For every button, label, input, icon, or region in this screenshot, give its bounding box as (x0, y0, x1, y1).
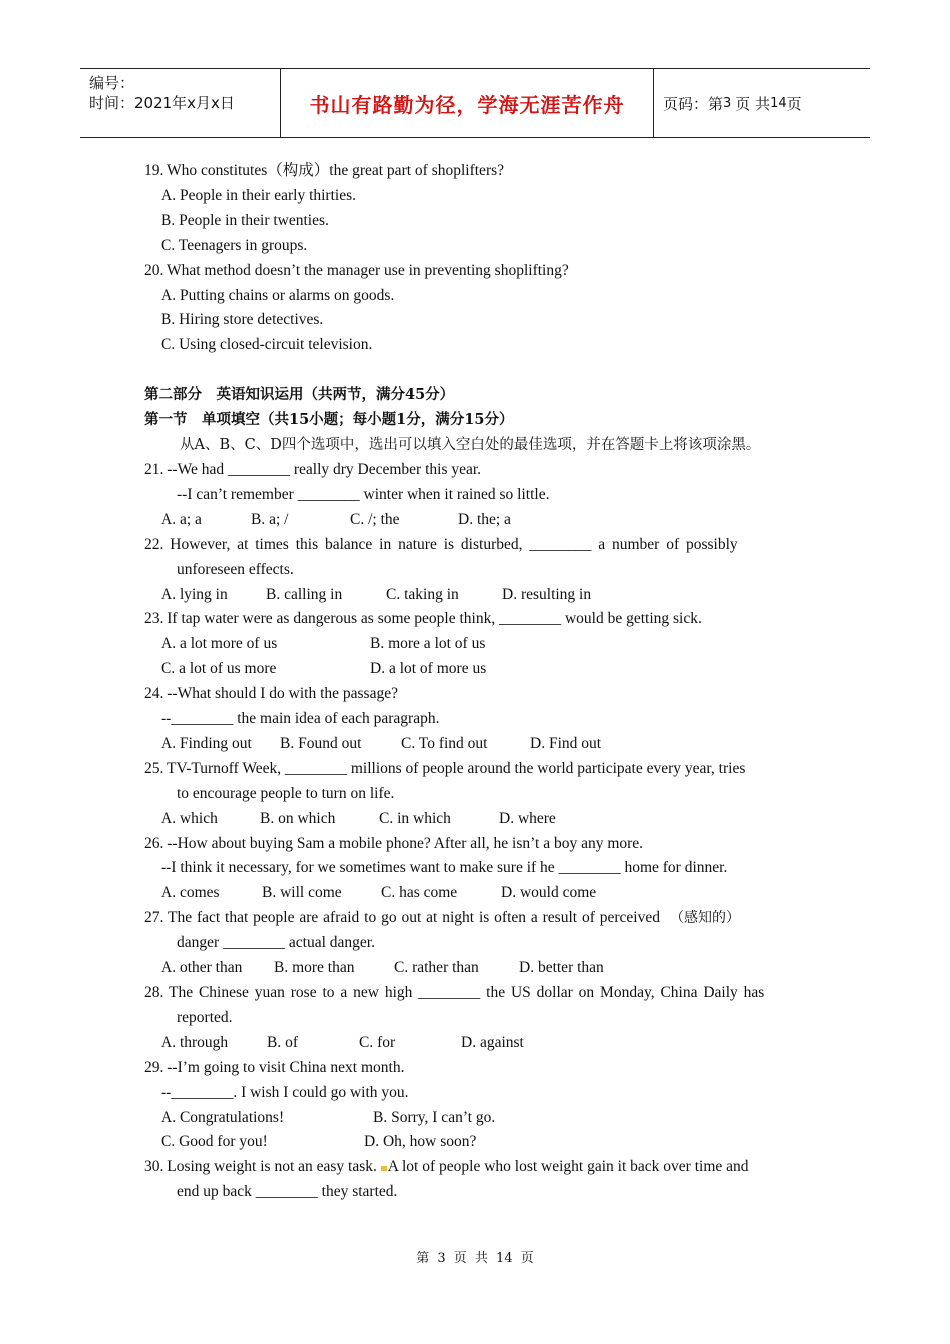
q28-option-d: D. against (461, 1033, 524, 1051)
edit-marker-icon (381, 1166, 387, 1171)
q23-options-row2 (144, 657, 806, 682)
q19-option-b: B. People in their twenties. (161, 211, 329, 229)
q26-option-a: A. comes (161, 884, 220, 902)
q26-options (144, 881, 806, 906)
q26-option-d: D. would come (501, 884, 597, 902)
q21-option-c: C. /; the (350, 510, 400, 528)
q24-option-a: A. Finding out (161, 734, 252, 752)
q19-option-c: C. Teenagers in groups. (161, 236, 308, 254)
q23-option-d: D. a lot of more us (370, 660, 487, 678)
q27-stem-2: danger ________ actual danger. (177, 934, 375, 952)
header-info (80, 69, 281, 137)
q24-options (144, 732, 806, 757)
q27-stem (144, 906, 806, 931)
q24-stem-2: --________ the main idea of each paragraph. (161, 710, 440, 728)
q25-stem: 25. TV-Turnoff Week, ________ millions of people around the world participate every year, tries (144, 759, 746, 777)
q26-stem: 26. --How about buying Sam a mobile phone? After all, he isn’t a boy any more. (144, 834, 644, 852)
q22-option-c: C. taking in (386, 585, 459, 603)
q23-option-c: C. a lot of us more (161, 660, 277, 678)
q27-stem-cn: （感知的） (669, 910, 740, 927)
q28-stem-2: reported. (177, 1008, 233, 1026)
q22-option-b: B. calling in (266, 585, 343, 603)
q23-options-row1 (144, 632, 806, 657)
q30-stem-a: 30. Losing weight is not an easy task. (144, 1158, 377, 1176)
q27-options (144, 956, 806, 981)
q28-option-a: A. through (161, 1033, 229, 1051)
q24-option-d: D. Find out (530, 734, 602, 752)
q26-stem-2: --I think it necessary, for we sometimes want to make sure if he ________ home for dinner. (161, 859, 728, 877)
q22-options (144, 583, 806, 608)
q20-option-c: C. Using closed-circuit television. (161, 336, 373, 354)
q28-stem: 28. The Chinese yuan rose to a new high ________ the US dollar on Monday, China Daily has (144, 984, 765, 1001)
page-header (80, 68, 870, 138)
q25-option-b: B. on which (260, 809, 336, 827)
q25-stem-2: to encourage people to turn on life. (177, 784, 395, 802)
q21-stem-2: --I can’t remember ________ winter when it rained so little. (177, 485, 550, 503)
q29-option-b: B. Sorry, I can’t go. (373, 1108, 496, 1126)
instruction-text: 从A、B、C、D四个选项中，选出可以填入空白处的最佳选项，并在答题卡上将该项涂黑。 (180, 437, 761, 454)
header-page (654, 69, 870, 137)
q29-option-a: A. Congratulations! (161, 1108, 285, 1126)
q30-stem-b: A lot of people who lost weight gain it back over time and (387, 1158, 749, 1176)
page-footer: 第 3 页 共 14 页 (416, 1251, 534, 1266)
q26-option-c: C. has come (381, 884, 458, 902)
q29-stem: 29. --I’m going to visit China next month. (144, 1058, 405, 1076)
q20-option-b: B. Hiring store detectives. (161, 311, 324, 329)
q27-option-c: C. rather than (394, 959, 479, 977)
q20-stem: 20. What method doesn’t the manager use in preventing shoplifting? (144, 261, 569, 279)
section-2-heading: 第二部分 英语知识运用（共两节，满分45分） (144, 386, 455, 404)
q28-option-c: C. for (359, 1033, 396, 1051)
header-motto: 书山有路勤为径，学海无涯苦作舟 (281, 69, 654, 137)
q24-option-c: C. To find out (401, 734, 488, 752)
q27-option-a: A. other than (161, 959, 243, 977)
page-total: 14 (770, 95, 787, 111)
q21-option-a: A. a; a (161, 510, 202, 528)
q23-option-b: B. more a lot of us (370, 635, 486, 653)
number-label: 编号： (89, 74, 135, 92)
q25-option-c: C. in which (379, 809, 451, 827)
q29-stem-2: --________. I wish I could go with you. (161, 1083, 409, 1101)
q25-options (144, 807, 806, 832)
document-body (144, 159, 806, 1205)
q28-option-b: B. of (267, 1033, 298, 1051)
q29-option-d: D. Oh, how soon? (364, 1133, 477, 1151)
q28-options (144, 1031, 806, 1056)
q21-options (144, 508, 806, 533)
q25-option-d: D. where (499, 809, 556, 827)
q20-option-a: A. Putting chains or alarms on goods. (161, 286, 395, 304)
q30-stem (144, 1155, 806, 1180)
q19-stem: 19. Who constitutes（构成）the great part of shoplifters? (144, 162, 505, 179)
page-label-prefix: 页码：第 (663, 94, 724, 113)
q26-option-b: B. will come (262, 884, 342, 902)
q21-stem: 21. --We had ________ really dry December this year. (144, 460, 482, 478)
q27-stem-text: 27. The fact that people are afraid to go out at night is often a result of perceived (144, 909, 660, 927)
spacer (144, 358, 806, 383)
q22-option-a: A. lying in (161, 585, 228, 603)
q22-stem-2: unforeseen effects. (177, 560, 294, 578)
page-label-suffix: 页 (786, 94, 802, 113)
section-2-1-heading: 第一节 单项填空（共15小题；每小题1分，满分15分） (144, 411, 514, 429)
q22-stem: 22. However, at times this balance in nature is disturbed, ________ a number of possibly (144, 535, 738, 553)
q23-option-a: A. a lot more of us (161, 635, 278, 653)
q27-option-b: B. more than (274, 959, 355, 977)
q22-option-d: D. resulting in (502, 585, 592, 603)
q24-stem: 24. --What should I do with the passage? (144, 685, 398, 703)
q27-option-d: D. better than (519, 959, 604, 977)
q21-option-d: D. the; a (458, 510, 511, 528)
q29-options-row1 (144, 1106, 806, 1131)
q30-stem-2: end up back ________ they started. (177, 1183, 398, 1201)
q25-option-a: A. which (161, 809, 218, 827)
q19-option-a: A. People in their early thirties. (161, 186, 356, 204)
page-number: 3 (723, 95, 732, 111)
q29-options-row2 (144, 1130, 806, 1155)
q23-stem: 23. If tap water were as dangerous as some people think, ________ would be getting sick. (144, 610, 702, 628)
time-label: 时间：2021年x月x日 (89, 94, 235, 112)
q29-option-c: C. Good for you! (161, 1133, 268, 1151)
q21-option-b: B. a; / (251, 510, 289, 528)
page-label-mid: 页 共 (735, 94, 771, 113)
q24-option-b: B. Found out (280, 734, 362, 752)
